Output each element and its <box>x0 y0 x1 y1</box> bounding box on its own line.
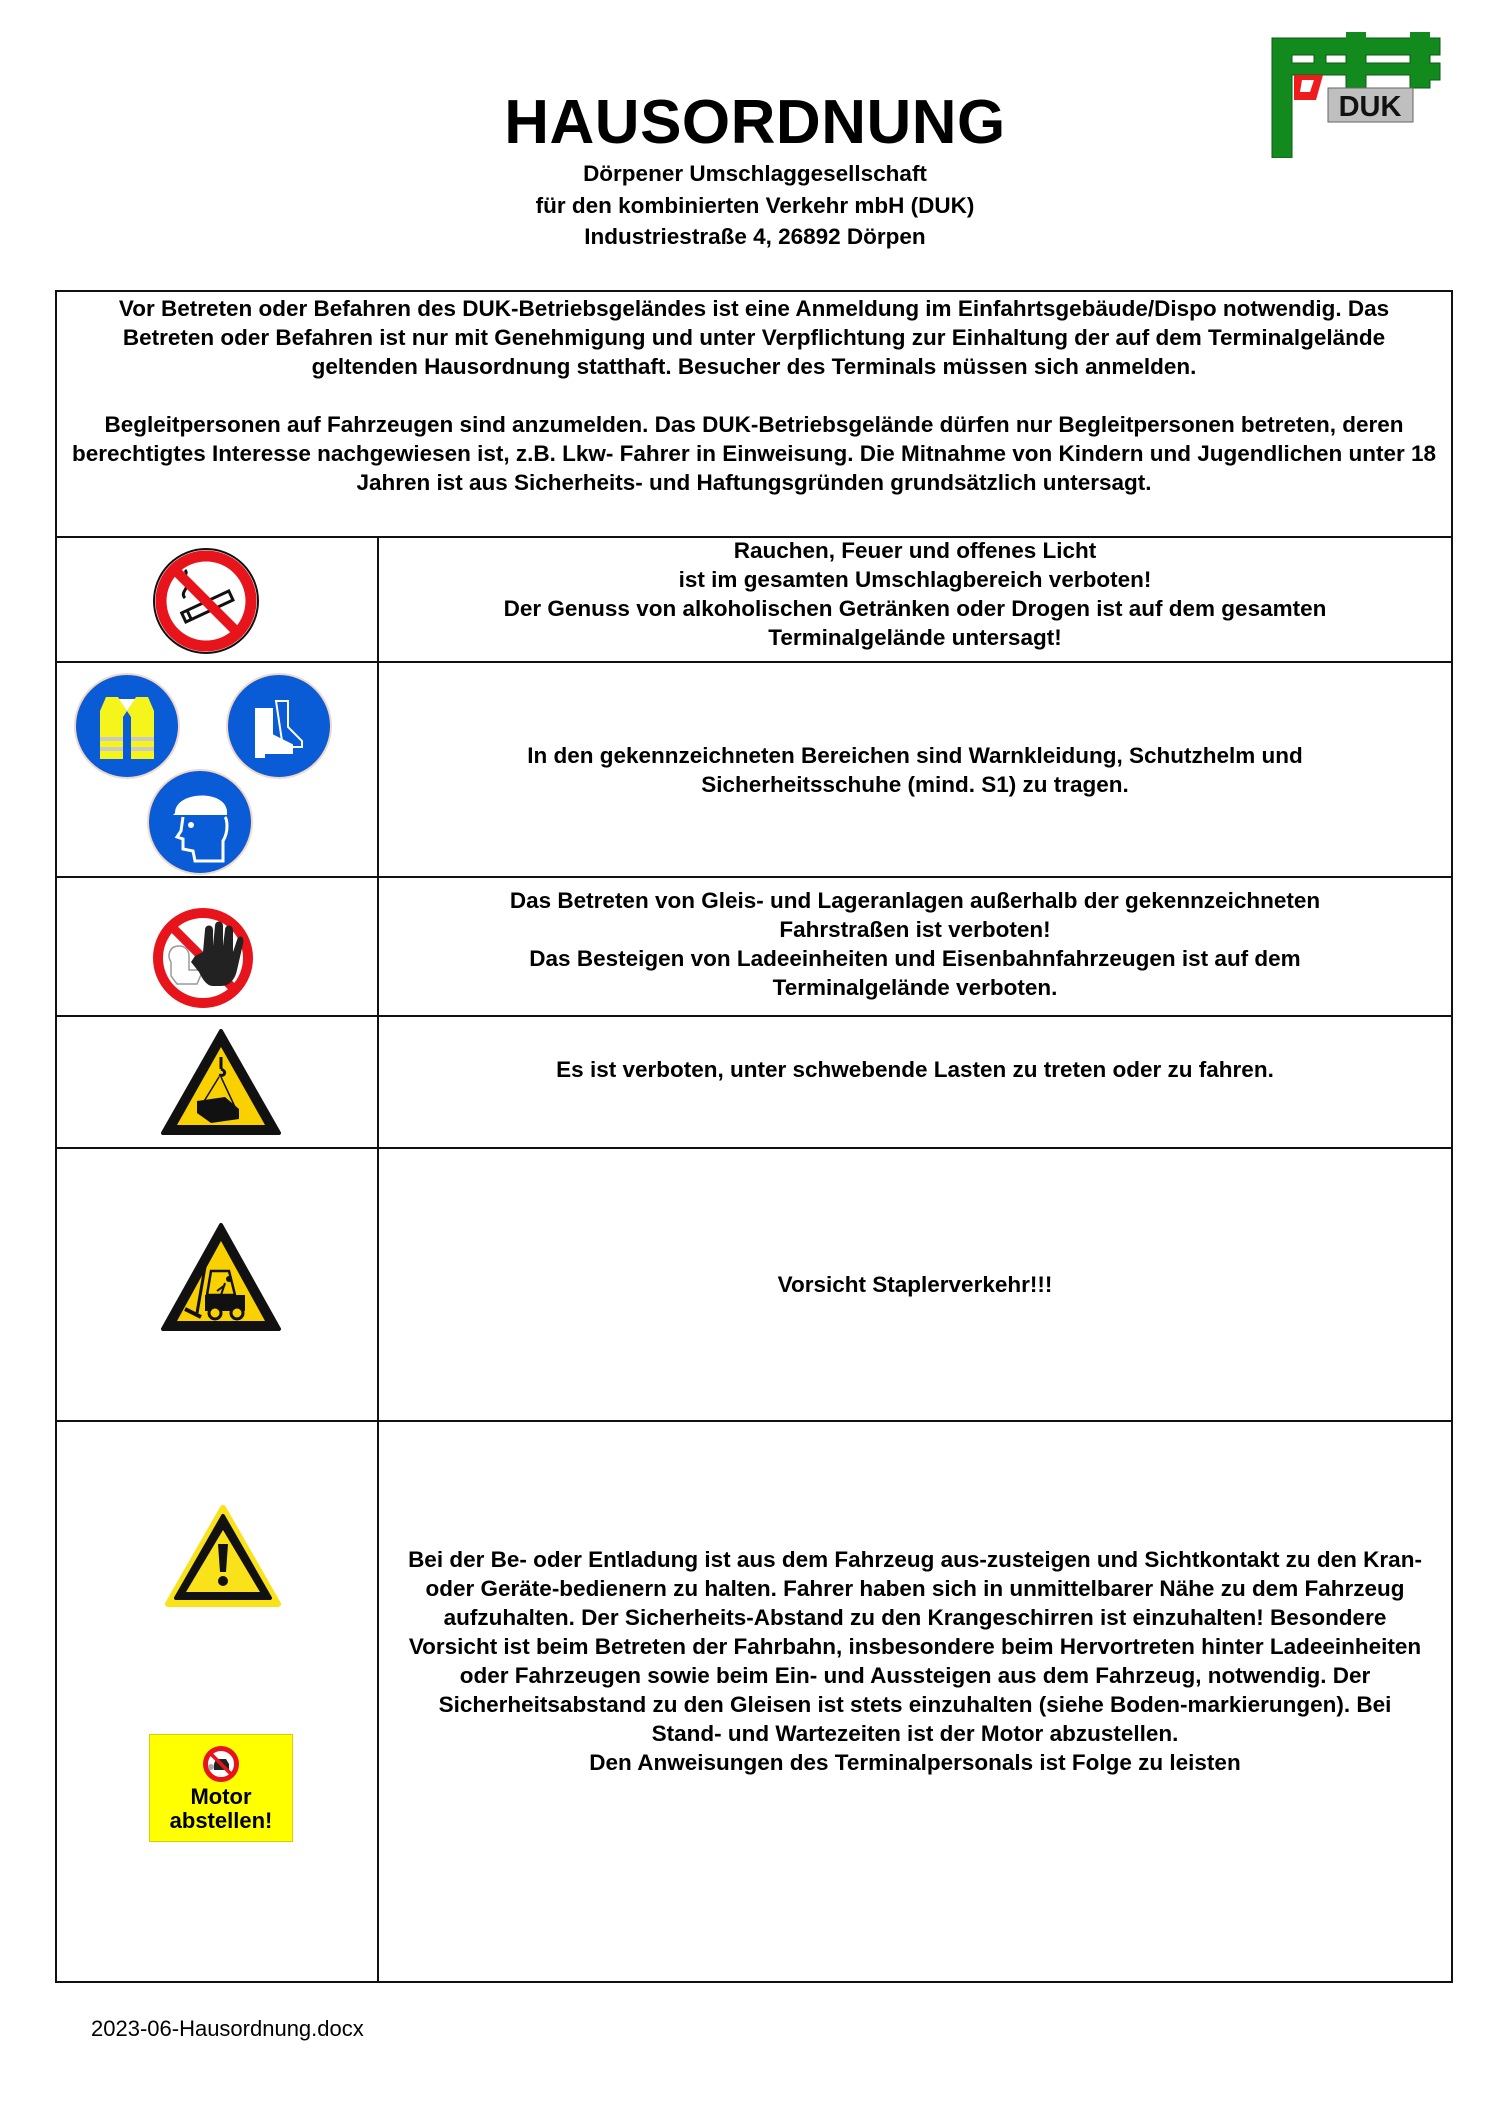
rule-text-line: Rauchen, Feuer und offenes Licht <box>733 538 1097 563</box>
rule-text-line: ist im gesamten Umschlagbereich verboten! <box>678 567 1152 592</box>
rule-text-cell <box>379 1422 1451 1983</box>
duk-logo <box>1270 30 1450 158</box>
icon-cell <box>57 663 379 876</box>
company-name-line-1: Dörpener Umschlaggesellschaft <box>583 161 927 186</box>
rule-text-line: Das Betreten von Gleis- und Lageranlagen außerhalb der gekennzeichneten Fahrstraßen ist verboten! <box>509 888 1321 942</box>
general-warning-icon <box>164 1504 282 1608</box>
rule-text-cell <box>379 663 1451 876</box>
company-name-line-2: für den kombinierten Verkehr mbH (DUK) <box>535 192 975 218</box>
no-smoking-icon <box>151 546 261 656</box>
rule-row-ppe <box>57 663 1451 878</box>
rule-text-line: In den gekennzeichneten Bereichen sind Warnkleidung, Schutzhelm und Sicherheitsschuhe (mind. S1) zu tragen. <box>527 742 1303 797</box>
engine-off-sign-icon <box>149 1734 293 1842</box>
rule-row-forklift <box>57 1149 1451 1422</box>
safety-boots-icon <box>226 673 332 779</box>
forklift-warning-icon <box>159 1221 283 1335</box>
logo-text: DUK <box>1338 91 1402 123</box>
company-address: Industriestraße 4, 26892 Dörpen <box>584 224 926 249</box>
no-entry-hand-icon <box>151 906 255 1010</box>
icon-cell <box>57 1017 379 1147</box>
rule-row-no-entry <box>57 878 1451 1017</box>
intro-paragraph: Vor Betreten oder Befahren des DUK-Betriebsgeländes ist eine Anmeldung im Einfahrtsgebäude/Dispo notwendig. Das Betreten oder Befahren ist nur mit Genehmigung und unter Verpflichtung zur Einhaltung der auf dem Terminalgelände geltenden Hausordnung statthaft. Besucher des Terminals müssen sich anmelden. <box>118 296 1390 379</box>
safety-helmet-icon <box>147 769 253 875</box>
suspended-load-warning-icon <box>159 1027 283 1137</box>
page-title: HAUSORDNUNG <box>504 88 1006 157</box>
rule-text-line: Vorsicht Staplerverkehr!!! <box>777 1272 1053 1297</box>
rule-text-cell <box>379 878 1451 1015</box>
icon-cell <box>57 1422 379 1983</box>
no-engine-idling-icon <box>202 1745 240 1783</box>
icon-cell <box>57 878 379 1015</box>
rule-text-cell <box>379 1017 1451 1147</box>
document-header <box>380 88 1130 253</box>
rules-table <box>55 290 1453 1983</box>
intro-cell <box>57 292 1451 538</box>
rule-text-cell <box>379 536 1451 661</box>
rule-row-no-smoking <box>57 536 1451 663</box>
hi-vis-vest-icon <box>74 673 180 779</box>
rule-text-cell <box>379 1149 1451 1420</box>
icon-cell <box>57 536 379 661</box>
rule-text-line: Bei der Be- oder Entladung ist aus dem Fahrzeug aus-zusteigen und Sichtkontakt zu den Kran- oder Geräte-bedienern zu halten. Fahrer haben sich in unmittelbarer Nähe zu dem Fahrzeug aufzuhalten. Der Sicherheits-Abstand zu den Krangeschirren ist einzuhalten! Besondere Vorsicht ist beim Betreten der Fahrbahn, insbesondere beim Hervortreten hinter Ladeeinheiten oder Fahrzeugen sowie beim Ein- und Aussteigen aus dem Fahrzeug, notwendig. Der Sicherheitsabstand zu den Gleisen ist stets einzuhalten (siehe Boden-markierungen). Bei Stand- und Wartezeiten ist der Motor abzustellen. <box>408 1547 1422 1746</box>
rule-row-loading-instructions <box>57 1422 1451 1983</box>
rule-text-line: Es ist verboten, unter schwebende Lasten zu treten oder zu fahren. <box>556 1057 1274 1082</box>
sign-label: abstellen! <box>169 1808 273 1833</box>
sign-label: Motor <box>190 1784 252 1809</box>
icon-cell <box>57 1149 379 1420</box>
rule-text-line: Den Anweisungen des Terminalpersonals ist Folge zu leisten <box>589 1750 1241 1775</box>
footer-filename: 2023-06-Hausordnung.docx <box>91 2016 364 2041</box>
rule-row-suspended-load <box>57 1017 1451 1149</box>
rule-text-line: Das Besteigen von Ladeeinheiten und Eisenbahnfahrzeugen ist auf dem Terminalgelände verboten. <box>529 946 1301 1000</box>
intro-paragraph: Begleitpersonen auf Fahrzeugen sind anzumelden. Das DUK-Betriebsgelände dürfen nur Begleitpersonen betreten, deren berechtigtes Interesse nachgewiesen ist, z.B. Lkw- Fahrer in Einweisung. Die Mitnahme von Kindern und Jugendlichen unter 18 Jahren ist aus Sicherheits- und Haftungsgründen grundsätzlich untersagt. <box>71 412 1437 495</box>
rule-text-line: Der Genuss von alkoholischen Getränken oder Drogen ist auf dem gesamten Terminalgelände untersagt! <box>503 596 1327 650</box>
